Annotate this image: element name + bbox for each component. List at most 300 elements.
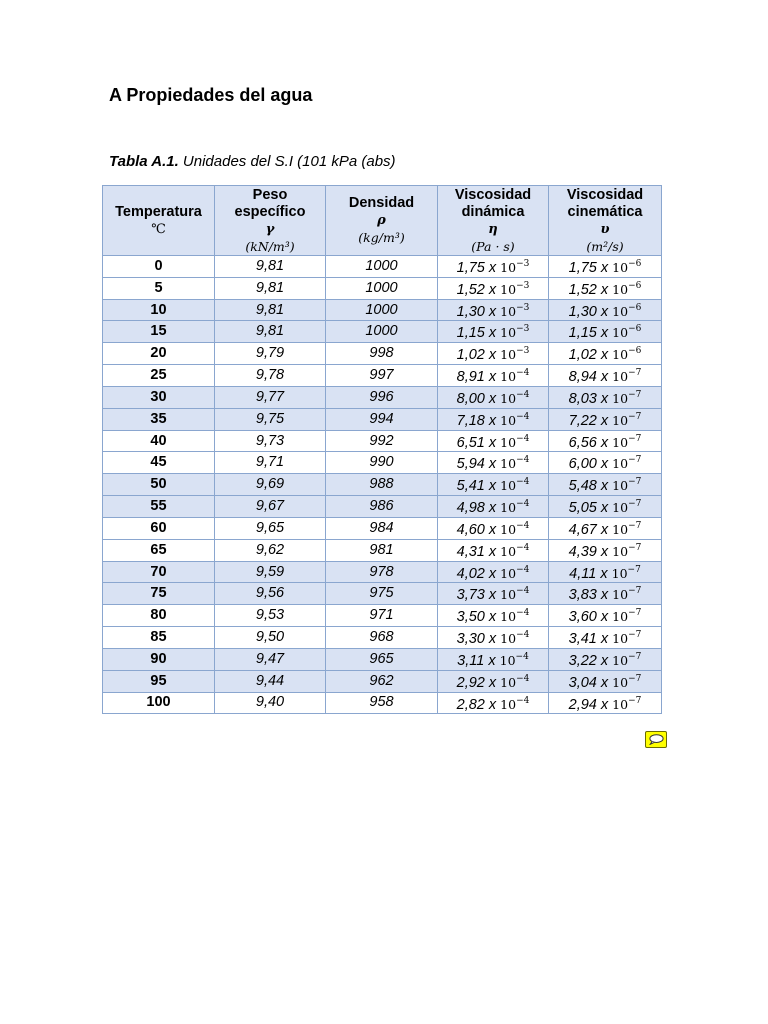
exponent: −4 [516, 433, 530, 444]
times-sign: x [596, 565, 612, 582]
mantissa: 1,52 [456, 281, 485, 298]
times-sign: x [484, 390, 501, 407]
exponent: −4 [516, 477, 530, 488]
cell-densidad: 965 [326, 648, 438, 670]
table-row [103, 496, 662, 518]
base-ten: 10 [612, 412, 629, 428]
table-row [103, 561, 662, 583]
cell-temperatura: 90 [103, 648, 215, 670]
times-sign: x [596, 347, 613, 364]
exponent: −4 [516, 411, 530, 422]
cell-densidad: 994 [326, 408, 438, 430]
base-ten: 10 [612, 521, 629, 537]
times-sign: x [484, 412, 501, 429]
base-ten: 10 [612, 325, 629, 341]
exponent: −6 [628, 259, 642, 269]
cell-temperatura: 70 [103, 561, 215, 583]
cell-viscosidad-cinematica [549, 605, 662, 627]
cell-temperatura: 10 [103, 299, 215, 321]
cell-viscosidad-dinamica [438, 256, 549, 278]
cell-viscosidad-cinematica [549, 452, 662, 474]
comment-annotation-icon[interactable] [645, 731, 667, 748]
mantissa: 2,94 [568, 696, 597, 713]
cell-temperatura: 45 [103, 452, 215, 474]
exponent: −7 [628, 411, 642, 422]
exponent: −7 [628, 673, 642, 684]
header-peso-especifico [215, 186, 326, 256]
cell-viscosidad-dinamica [438, 539, 549, 561]
times-sign: x [596, 674, 613, 691]
cell-viscosidad-dinamica [438, 365, 549, 387]
cell-densidad: 958 [326, 692, 438, 714]
header-label-line: Viscosidad [566, 186, 644, 203]
times-sign: x [484, 434, 501, 451]
cell-viscosidad-dinamica [438, 496, 549, 518]
cell-densidad: 1000 [326, 277, 438, 299]
cell-peso-especifico: 9,81 [215, 299, 326, 321]
exponent: −4 [516, 695, 530, 706]
exponent: −3 [516, 259, 530, 269]
header-label-line: dinámica [461, 203, 525, 220]
base-ten: 10 [500, 478, 517, 494]
mantissa: 1,75 [568, 259, 597, 276]
cell-densidad: 986 [326, 496, 438, 518]
mantissa: 8,03 [568, 390, 597, 407]
base-ten: 10 [612, 630, 629, 646]
header-label-line: Peso [252, 186, 288, 203]
cell-peso-especifico: 9,40 [215, 692, 326, 714]
cell-densidad: 996 [326, 386, 438, 408]
base-ten: 10 [500, 630, 517, 646]
base-ten: 10 [500, 347, 517, 363]
mantissa: 2,92 [456, 674, 485, 691]
times-sign: x [484, 325, 501, 342]
exponent: −3 [516, 346, 530, 357]
base-ten: 10 [500, 565, 517, 581]
times-sign: x [484, 587, 501, 604]
mantissa: 3,60 [568, 609, 597, 626]
exponent: −4 [516, 673, 530, 684]
cell-viscosidad-dinamica [438, 452, 549, 474]
base-ten: 10 [612, 434, 629, 450]
cell-densidad: 981 [326, 539, 438, 561]
base-ten: 10 [612, 609, 629, 625]
cell-temperatura: 95 [103, 670, 215, 692]
cell-viscosidad-cinematica [549, 539, 662, 561]
times-sign: x [484, 652, 500, 669]
table-row [103, 605, 662, 627]
mantissa: 8,91 [456, 368, 485, 385]
exponent: −4 [516, 389, 530, 400]
table-row [103, 692, 662, 714]
cell-peso-especifico: 9,56 [215, 583, 326, 605]
base-ten: 10 [612, 368, 629, 384]
mantissa: 2,82 [456, 696, 485, 713]
cell-peso-especifico: 9,79 [215, 343, 326, 365]
times-sign: x [484, 543, 501, 560]
cell-viscosidad-dinamica [438, 343, 549, 365]
cell-peso-especifico: 9,78 [215, 365, 326, 387]
cell-temperatura: 35 [103, 408, 215, 430]
cell-viscosidad-cinematica [549, 256, 662, 278]
mantissa: 3,50 [456, 609, 485, 626]
base-ten: 10 [612, 674, 629, 690]
times-sign: x [484, 609, 501, 626]
cell-temperatura: 15 [103, 321, 215, 343]
header-unit: (Pa · s) [471, 238, 515, 254]
table-row [103, 627, 662, 649]
base-ten: 10 [500, 674, 517, 690]
mantissa: 1,02 [456, 347, 485, 364]
exponent: −7 [628, 389, 642, 400]
cell-viscosidad-cinematica [549, 561, 662, 583]
mantissa: 1,02 [568, 347, 597, 364]
header-label-line: Viscosidad [454, 186, 532, 203]
mantissa: 4,67 [568, 521, 597, 538]
exponent: −7 [628, 433, 642, 444]
cell-temperatura: 30 [103, 386, 215, 408]
times-sign: x [484, 499, 501, 516]
times-sign: x [596, 281, 613, 298]
cell-viscosidad-dinamica [438, 648, 549, 670]
mantissa: 3,83 [568, 587, 597, 604]
mantissa: 5,05 [568, 499, 597, 516]
exponent: −7 [628, 630, 642, 641]
times-sign: x [596, 652, 613, 669]
header-symbol: ρ [377, 213, 386, 228]
cell-viscosidad-dinamica [438, 277, 549, 299]
base-ten: 10 [500, 499, 517, 515]
base-ten: 10 [500, 456, 517, 472]
exponent: −7 [627, 564, 641, 575]
header-label-line: Temperatura [115, 203, 202, 220]
times-sign: x [596, 587, 613, 604]
cell-peso-especifico: 9,53 [215, 605, 326, 627]
times-sign: x [484, 368, 501, 385]
times-sign: x [596, 325, 613, 342]
cell-densidad: 984 [326, 517, 438, 539]
cell-peso-especifico: 9,44 [215, 670, 326, 692]
header-symbol: ℃ [151, 221, 166, 237]
cell-viscosidad-cinematica [549, 474, 662, 496]
exponent: −4 [516, 542, 530, 553]
base-ten: 10 [612, 259, 629, 275]
cell-temperatura: 20 [103, 343, 215, 365]
times-sign: x [596, 478, 613, 495]
times-sign: x [596, 368, 613, 385]
cell-temperatura: 50 [103, 474, 215, 496]
cell-viscosidad-dinamica [438, 561, 549, 583]
header-label-line: cinemática [567, 203, 643, 220]
cell-viscosidad-cinematica [549, 496, 662, 518]
mantissa: 4,02 [456, 565, 485, 582]
cell-peso-especifico: 9,67 [215, 496, 326, 518]
mantissa: 1,52 [568, 281, 597, 298]
cell-viscosidad-cinematica [549, 321, 662, 343]
cell-viscosidad-cinematica [549, 627, 662, 649]
cell-viscosidad-dinamica [438, 299, 549, 321]
base-ten: 10 [500, 587, 517, 603]
exponent: −4 [516, 520, 530, 531]
mantissa: 7,22 [568, 412, 597, 429]
base-ten: 10 [500, 434, 517, 450]
table-header-row [103, 186, 662, 256]
times-sign: x [484, 259, 501, 276]
cell-peso-especifico: 9,71 [215, 452, 326, 474]
base-ten: 10 [612, 587, 629, 603]
cell-densidad: 971 [326, 605, 438, 627]
exponent: −4 [516, 608, 530, 619]
cell-viscosidad-dinamica [438, 321, 549, 343]
cell-peso-especifico: 9,69 [215, 474, 326, 496]
base-ten: 10 [500, 303, 517, 319]
table-row [103, 321, 662, 343]
header-viscosidad-cinematica [549, 186, 662, 256]
cell-viscosidad-cinematica [549, 299, 662, 321]
cell-viscosidad-dinamica [438, 692, 549, 714]
cell-densidad: 1000 [326, 321, 438, 343]
cell-temperatura: 0 [103, 256, 215, 278]
times-sign: x [596, 303, 613, 320]
exponent: −3 [516, 302, 530, 313]
mantissa: 4,60 [456, 521, 485, 538]
cell-viscosidad-dinamica [438, 605, 549, 627]
exponent: −7 [628, 651, 642, 662]
header-densidad [326, 186, 438, 256]
mantissa: 6,51 [456, 434, 485, 451]
speech-bubble-icon [648, 734, 664, 745]
base-ten: 10 [612, 390, 629, 406]
base-ten: 10 [500, 325, 517, 341]
mantissa: 4,11 [569, 565, 597, 582]
cell-temperatura: 5 [103, 277, 215, 299]
table-row [103, 583, 662, 605]
mantissa: 1,75 [456, 259, 485, 276]
times-sign: x [484, 565, 501, 582]
mantissa: 1,15 [568, 325, 597, 342]
base-ten: 10 [612, 499, 629, 515]
table-row [103, 648, 662, 670]
header-label-line: específico [234, 203, 306, 220]
exponent: −4 [516, 564, 530, 575]
mantissa: 3,22 [568, 652, 597, 669]
cell-temperatura: 25 [103, 365, 215, 387]
exponent: −3 [516, 324, 530, 335]
header-unit: (kN/m³) [245, 238, 295, 254]
cell-viscosidad-cinematica [549, 670, 662, 692]
cell-temperatura: 55 [103, 496, 215, 518]
cell-temperatura: 65 [103, 539, 215, 561]
cell-viscosidad-dinamica [438, 408, 549, 430]
cell-peso-especifico: 9,77 [215, 386, 326, 408]
header-symbol: υ [600, 221, 610, 237]
mantissa: 3,11 [457, 652, 485, 669]
times-sign: x [596, 434, 613, 451]
cell-temperatura: 40 [103, 430, 215, 452]
times-sign: x [596, 456, 613, 473]
times-sign: x [484, 347, 501, 364]
cell-viscosidad-dinamica [438, 386, 549, 408]
cell-densidad: 997 [326, 365, 438, 387]
exponent: −3 [516, 280, 530, 291]
base-ten: 10 [612, 696, 629, 712]
mantissa: 5,41 [456, 478, 485, 495]
base-ten: 10 [500, 390, 517, 406]
cell-densidad: 978 [326, 561, 438, 583]
base-ten: 10 [612, 652, 629, 668]
times-sign: x [596, 521, 613, 538]
base-ten: 10 [500, 281, 517, 297]
table-row [103, 256, 662, 278]
caption-label: Tabla A.1. [109, 153, 179, 170]
cell-densidad: 992 [326, 430, 438, 452]
mantissa: 6,56 [568, 434, 597, 451]
base-ten: 10 [612, 543, 629, 559]
exponent: −4 [516, 368, 530, 379]
cell-viscosidad-cinematica [549, 517, 662, 539]
exponent: −4 [516, 455, 530, 466]
mantissa: 4,98 [456, 499, 485, 516]
cell-densidad: 1000 [326, 256, 438, 278]
exponent: −4 [516, 630, 530, 641]
times-sign: x [596, 543, 613, 560]
mantissa: 5,94 [456, 456, 485, 473]
mantissa: 3,04 [568, 674, 597, 691]
exponent: −6 [628, 324, 642, 335]
cell-peso-especifico: 9,81 [215, 277, 326, 299]
base-ten: 10 [500, 521, 517, 537]
base-ten: 10 [500, 543, 517, 559]
exponent: −7 [628, 608, 642, 619]
cell-temperatura: 75 [103, 583, 215, 605]
times-sign: x [484, 478, 501, 495]
table-row [103, 408, 662, 430]
times-sign: x [484, 281, 501, 298]
cell-viscosidad-dinamica [438, 670, 549, 692]
cell-peso-especifico: 9,81 [215, 321, 326, 343]
cell-viscosidad-cinematica [549, 277, 662, 299]
exponent: −7 [628, 499, 642, 510]
mantissa: 1,15 [456, 325, 485, 342]
times-sign: x [596, 696, 613, 713]
cell-densidad: 968 [326, 627, 438, 649]
cell-temperatura: 85 [103, 627, 215, 649]
cell-densidad: 1000 [326, 299, 438, 321]
cell-viscosidad-cinematica [549, 343, 662, 365]
cell-peso-especifico: 9,81 [215, 256, 326, 278]
table-row [103, 539, 662, 561]
table-row [103, 670, 662, 692]
cell-densidad: 988 [326, 474, 438, 496]
cell-temperatura: 60 [103, 517, 215, 539]
cell-peso-especifico: 9,75 [215, 408, 326, 430]
mantissa: 8,94 [568, 368, 597, 385]
cell-viscosidad-dinamica [438, 430, 549, 452]
mantissa: 4,39 [568, 543, 597, 560]
base-ten: 10 [499, 652, 516, 668]
mantissa: 1,30 [456, 303, 485, 320]
cell-viscosidad-cinematica [549, 583, 662, 605]
mantissa: 1,30 [568, 303, 597, 320]
header-symbol: γ [265, 221, 275, 237]
exponent: −6 [628, 346, 642, 357]
base-ten: 10 [612, 347, 629, 363]
exponent: −7 [628, 542, 642, 553]
water-properties-table [102, 185, 662, 714]
times-sign: x [484, 456, 501, 473]
cell-viscosidad-cinematica [549, 692, 662, 714]
header-symbol: η [488, 221, 498, 237]
exponent: −6 [628, 280, 642, 291]
header-label-line: Densidad [348, 195, 415, 211]
mantissa: 5,48 [568, 478, 597, 495]
times-sign: x [596, 630, 613, 647]
base-ten: 10 [500, 368, 517, 384]
times-sign: x [596, 259, 613, 276]
cell-viscosidad-cinematica [549, 430, 662, 452]
exponent: −7 [628, 520, 642, 531]
times-sign: x [596, 412, 613, 429]
base-ten: 10 [500, 609, 517, 625]
cell-peso-especifico: 9,50 [215, 627, 326, 649]
table-row [103, 365, 662, 387]
mantissa: 3,73 [456, 587, 485, 604]
base-ten: 10 [612, 478, 629, 494]
table-row [103, 474, 662, 496]
times-sign: x [484, 696, 501, 713]
table-body [103, 256, 662, 714]
cell-viscosidad-cinematica [549, 386, 662, 408]
page-heading: A Propiedades del agua [109, 85, 313, 105]
mantissa: 4,31 [456, 543, 485, 560]
header-unit: (kg/m³) [358, 230, 405, 245]
mantissa: 3,41 [568, 630, 597, 647]
times-sign: x [596, 499, 613, 516]
caption-text: Unidades del S.I (101 kPa (abs) [178, 153, 396, 170]
cell-densidad: 962 [326, 670, 438, 692]
table-row [103, 299, 662, 321]
table-caption [109, 153, 396, 170]
table-row [103, 517, 662, 539]
exponent: −6 [628, 302, 642, 313]
exponent: −4 [516, 499, 530, 510]
base-ten: 10 [500, 412, 517, 428]
exponent: −4 [515, 651, 529, 662]
header-unit: (m²/s) [586, 238, 624, 254]
mantissa: 3,30 [456, 630, 485, 647]
cell-viscosidad-cinematica [549, 365, 662, 387]
base-ten: 10 [500, 259, 517, 275]
cell-viscosidad-cinematica [549, 408, 662, 430]
cell-temperatura: 100 [103, 692, 215, 714]
base-ten: 10 [611, 565, 628, 581]
exponent: −7 [628, 455, 642, 466]
cell-peso-especifico: 9,47 [215, 648, 326, 670]
times-sign: x [596, 609, 613, 626]
header-temperatura [103, 186, 215, 256]
table-row [103, 277, 662, 299]
table-row [103, 343, 662, 365]
cell-temperatura: 80 [103, 605, 215, 627]
mantissa: 6,00 [568, 456, 597, 473]
table-row [103, 386, 662, 408]
exponent: −7 [628, 368, 642, 379]
cell-viscosidad-dinamica [438, 627, 549, 649]
exponent: −7 [628, 695, 642, 706]
cell-densidad: 998 [326, 343, 438, 365]
times-sign: x [596, 390, 613, 407]
mantissa: 8,00 [456, 390, 485, 407]
